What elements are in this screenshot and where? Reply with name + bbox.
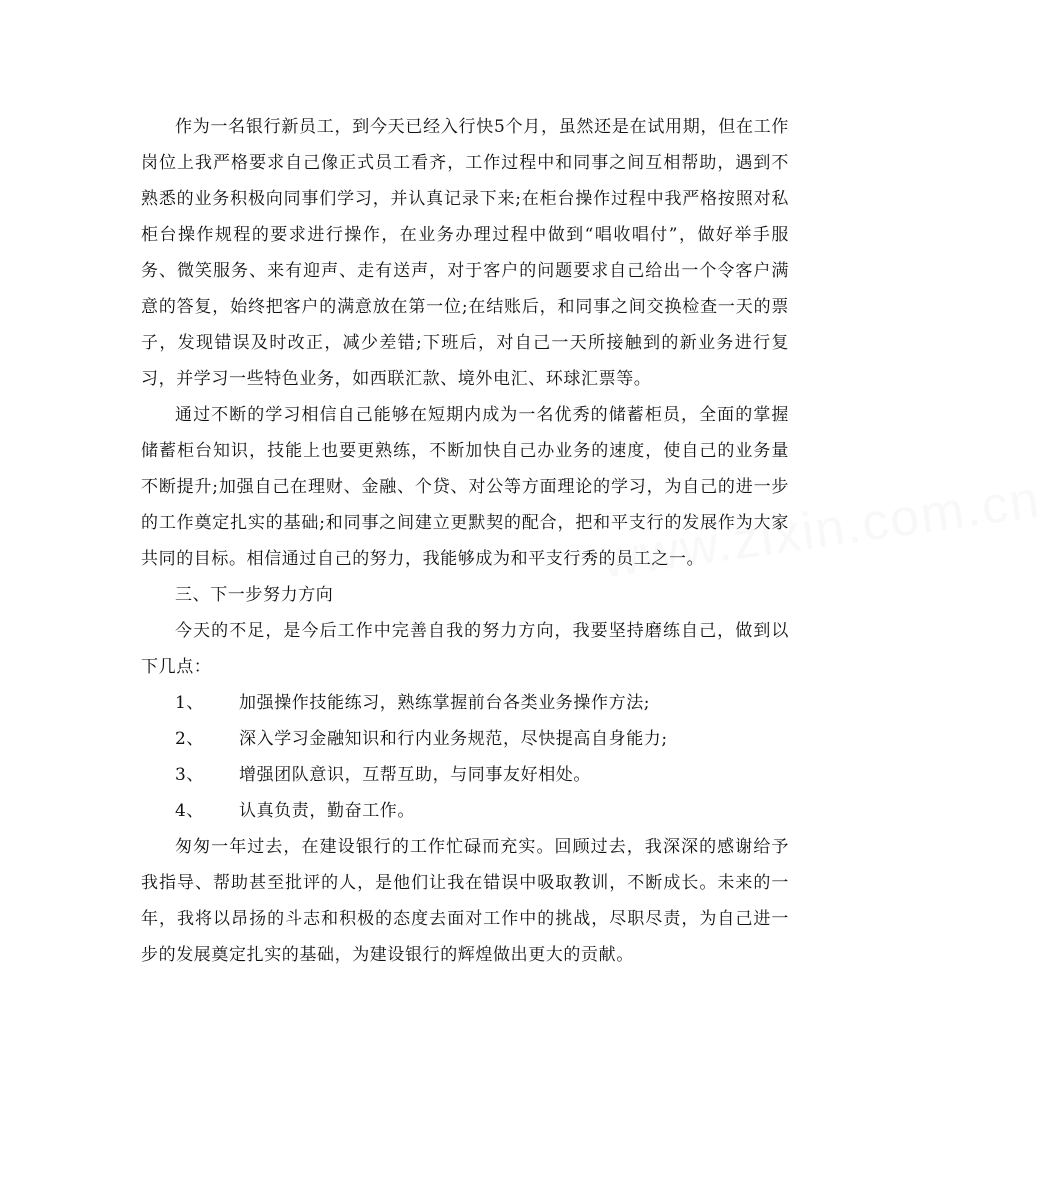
list-item-text: 加强操作技能练习，熟练掌握前台各类业务操作方法; <box>239 693 651 713</box>
list-item-number: 4、 <box>175 801 205 821</box>
list-item-text: 深入学习金融知识和行内业务规范，尽快提高自身能力; <box>239 729 668 749</box>
watermark: www.zixin.com.cn <box>598 470 1044 590</box>
list-item-text: 增强团队意识，互帮互助，与同事友好相处。 <box>239 765 591 785</box>
paragraph-learning-goals: 通过不断的学习相信自己能够在短期内成为一名优秀的储蓄柜员，全面的掌握储蓄柜台知识，技能上也要更熟练，不断加快自己办业务的速度，使自己的业务量不断提升;加强自己在理财、金融、个贷、对公等方面理论的学习，为自己的进一步的工作奠定扎实的基础;和同事之间建立更默契的配合，把和平支行的发展作为大家共同的目标。相信通过自己的努力，我能够成为和平支行秀的员工之一。 <box>141 405 789 569</box>
paragraph-intro: 今天的不足，是今后工作中完善自我的努力方向，我要坚持磨练自己，做到以下几点： <box>141 621 789 677</box>
list-item-number: 2、 <box>175 729 205 749</box>
list-item <box>141 757 789 793</box>
list-item-number: 3、 <box>175 765 205 785</box>
list-item-number: 1、 <box>175 693 205 713</box>
list-item <box>141 721 789 757</box>
section-heading: 三、下一步努力方向 <box>175 585 334 605</box>
list-item-text: 认真负责，勤奋工作。 <box>239 801 415 821</box>
list-item <box>141 685 789 721</box>
document-body <box>141 109 789 973</box>
paragraph-closing: 匆匆一年过去，在建设银行的工作忙碌而充实。回顾过去，我深深的感谢给予我指导、帮助甚至批评的人，是他们让我在错误中吸取教训，不断成长。未来的一年，我将以昂扬的斗志和积极的态度去面对工作中的挑战，尽职尽责，为自己进一步的发展奠定扎实的基础，为建设银行的辉煌做出更大的贡献。 <box>141 837 789 965</box>
list-item <box>141 793 789 829</box>
paragraph-work-summary: 作为一名银行新员工，到今天已经入行快5个月，虽然还是在试用期，但在工作岗位上我严格要求自己像正式员工看齐，工作过程中和同事之间互相帮助，遇到不熟悉的业务积极向同事们学习，并认真记录下来;在柜台操作过程中我严格按照对私柜台操作规程的要求进行操作，在业务办理过程中做到“唱收唱付”，做好举手服务、微笑服务、来有迎声、走有送声，对于客户的问题要求自己给出一个令客户满意的答复，始终把客户的满意放在第一位;在结账后，和同事之间交换检查一天的票子，发现错误及时改正，减少差错;下班后，对自己一天所接触到的新业务进行复习，并学习一些特色业务，如西联汇款、境外电汇、环球汇票等。 <box>141 117 789 389</box>
